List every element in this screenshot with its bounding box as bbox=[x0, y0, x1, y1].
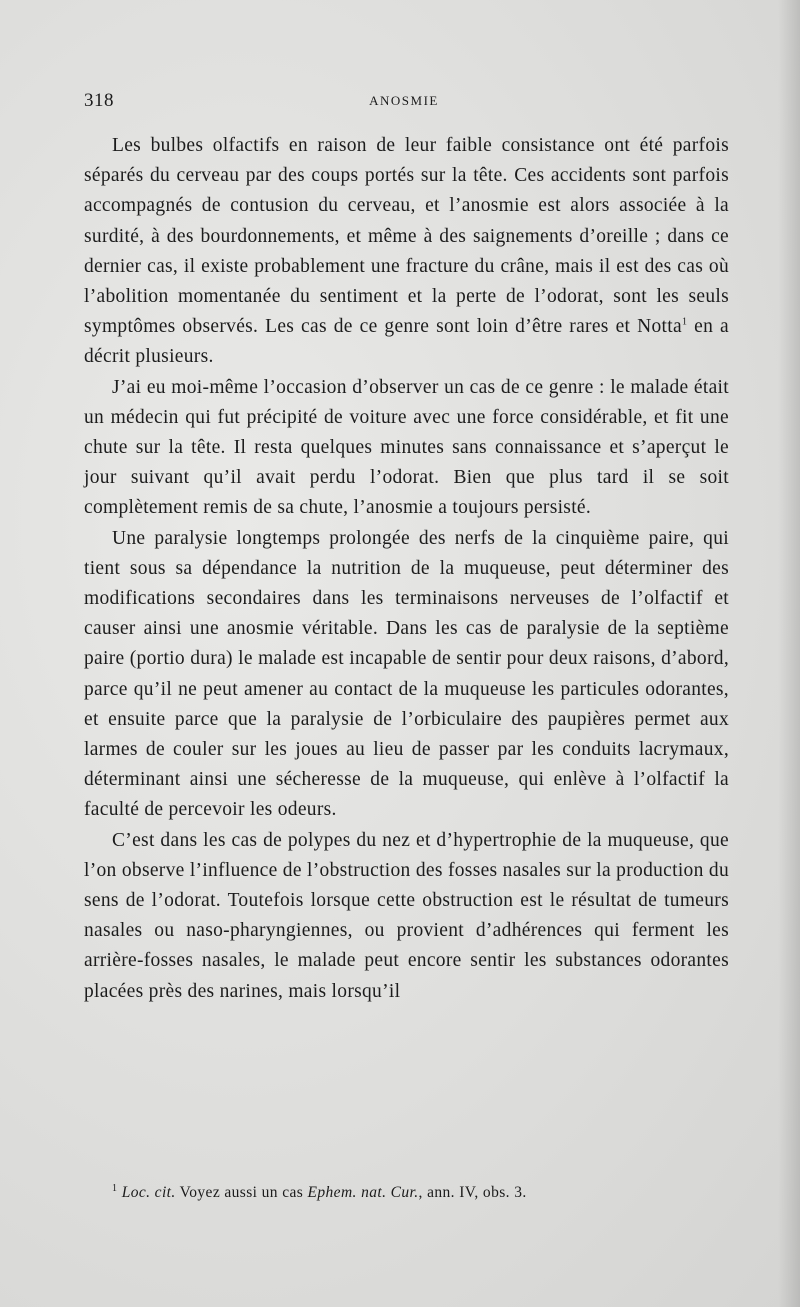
main-text bbox=[84, 131, 729, 1007]
page-header bbox=[84, 90, 724, 116]
footnote-reference[interactable]: 1 bbox=[681, 316, 688, 328]
running-title: ANOSMIE bbox=[369, 93, 439, 108]
paragraph-1 bbox=[84, 131, 729, 373]
footnote-marker: 1 bbox=[112, 1182, 118, 1194]
paragraph-1-text-end: en a décrit plusieurs. bbox=[84, 316, 729, 368]
paragraph-3: Une paralysie longtemps prolongée des nerfs de la cinquième paire, qui tient sous sa dépendance la nutrition de la muqueuse, peut déterminer des modifications secondaires dans les terminaisons nerveuses de l’olfactif et causer ainsi une anosmie véritable. Dans les cas de paralysie de la septième paire (portio dura) le malade est incapable de sentir pour deux raisons, d’abord, parce qu’il ne peut amener au contact de la muqueuse les particules odorantes, et ensuite parce que la paralysie de l’orbiculaire des paupières permet aux larmes de couler sur les joues au lieu de passer par les conduits lacrymaux, déterminant ainsi une sécheresse de la muqueuse, qui enlève à l’olfactif la faculté de percevoir les odeurs. bbox=[84, 527, 729, 821]
paragraph-2: J’ai eu moi-même l’occasion d’observer un cas de ce genre : le malade était un médecin qui fut précipité de voiture avec une force considérable, et fit une chute sur la tête. Il resta quelques minutes sans connaissance et s’aperçut le jour suivant qu’il avait perdu l’odorat. Bien que plus tard il se soit complètement remis de sa chute, l’anosmie a toujours persisté. bbox=[84, 376, 729, 519]
footnote-text-middle: Voyez aussi un cas bbox=[175, 1184, 308, 1201]
footnote-text-end: , ann. IV, obs. 3. bbox=[418, 1184, 527, 1201]
page-edge-shadow bbox=[778, 0, 800, 1307]
footnote-journal: Ephem. nat. Cur. bbox=[307, 1184, 419, 1201]
paragraph-1-text: Les bulbes olfactifs en raison de leur faible consistance ont été parfois séparés du cerveau par des coups portés sur la tête. Ces accidents sont parfois accompagnés de contusion du cerveau, et l’anosmie est alors associée à la surdité, à des bourdonnements, et même à des saignements d’oreille ; dans ce dernier cas, il existe probablement une fracture du crâne, mais il est des cas où l’abolition momentanée du sentiment et la perte de l’odorat, sont les seuls symptômes observés. Les cas de ce genre sont loin d’être rares et Notta bbox=[84, 135, 729, 338]
paragraph-4: C’est dans les cas de polypes du nez et d’hypertrophie de la muqueuse, que l’on observe l’influence de l’obstruction des fosses nasales sur la production du sens de l’odorat. Toutefois lorsque cette obstruction est le résultat de tumeurs nasales ou naso-pharyngiennes, ou provient d’adhérences qui ferment les arrière-fosses nasales, le malade peut encore sentir les substances odorantes placées près des narines, mais lorsqu’il bbox=[84, 829, 729, 1002]
footnote bbox=[112, 1184, 732, 1202]
page-number: 318 bbox=[84, 90, 114, 111]
footnote-loc-cit: Loc. cit. bbox=[121, 1184, 176, 1201]
